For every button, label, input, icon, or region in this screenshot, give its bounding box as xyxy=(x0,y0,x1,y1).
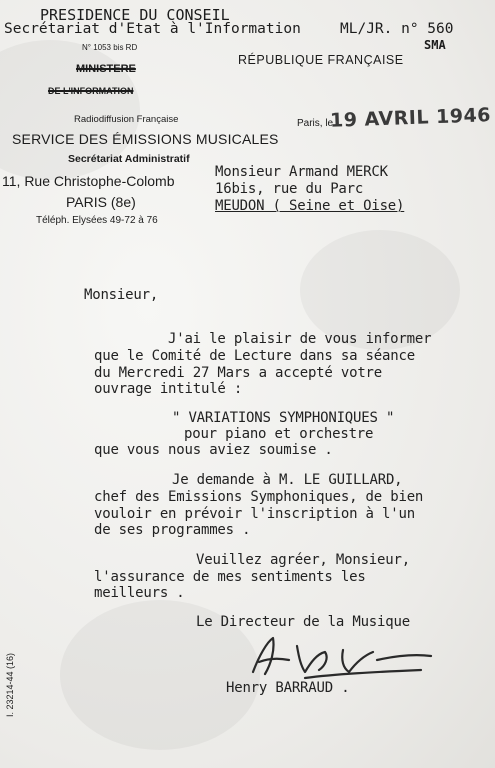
letterhead-address: 11, Rue Christophe-Colomb xyxy=(2,173,175,189)
recipient-name: Monsieur Armand MERCK xyxy=(215,164,388,180)
body-line: J'ai le plaisir de vous informer xyxy=(168,331,432,347)
republique-francaise: RÉPUBLIQUE FRANÇAISE xyxy=(238,53,404,67)
body-line: que vous nous aviez soumise . xyxy=(94,442,333,458)
reference-suffix: SMA xyxy=(424,38,446,52)
date-place: Paris, le xyxy=(297,118,334,129)
body-line: Je demande à M. LE GUILLARD, xyxy=(172,472,403,488)
body-line: vouloir en prévoir l'inscription à l'un xyxy=(94,506,415,522)
body-line: que le Comité de Lecture dans sa séance xyxy=(94,348,415,364)
date-stamp: 19 AVRIL 1946 xyxy=(329,104,492,132)
letterhead-phone: Téléph. Elysées 49-72 à 76 xyxy=(36,215,158,226)
letterhead-presidence: PRESIDENCE DU CONSEIL xyxy=(40,6,230,24)
letterhead-city: PARIS (8e) xyxy=(66,194,136,210)
radiodiffusion-francaise: Radiodiffusion Française xyxy=(74,114,179,125)
body-line: ouvrage intitulé : xyxy=(94,381,243,397)
work-title: " VARIATIONS SYMPHONIQUES " xyxy=(172,410,395,426)
body-line: Veuillez agréer, Monsieur, xyxy=(196,552,410,568)
secretariat-administratif: Secrétariat Administratif xyxy=(68,153,190,165)
recipient-street: 16bis, rue du Parc xyxy=(215,181,364,197)
struck-information: DE L'INFORMATION xyxy=(48,86,134,96)
handwritten-signature xyxy=(245,628,435,686)
letterhead-number: N° 1053 bis RD xyxy=(82,43,138,52)
salutation: Monsieur, xyxy=(84,287,159,303)
body-line: l'assurance de mes sentiments les xyxy=(94,569,366,585)
work-subtitle: pour piano et orchestre xyxy=(184,426,374,442)
body-line: du Mercredi 27 Mars a accepté votre xyxy=(94,365,383,381)
reference-number: ML/JR. n° 560 xyxy=(340,21,454,37)
struck-ministere: MINISTERE xyxy=(76,63,136,75)
body-line: chef des Emissions Symphoniques, de bien xyxy=(94,489,424,505)
signatory-name: Henry BARRAUD . xyxy=(226,680,350,696)
service-emissions-musicales: SERVICE DES ÉMISSIONS MUSICALES xyxy=(12,131,279,147)
letterhead-secretariat: Secrétariat d'Etat à l'Information xyxy=(4,21,301,37)
margin-print-code: I. 23214-44 (16) xyxy=(5,652,16,718)
recipient-town: MEUDON ( Seine et Oise) xyxy=(215,198,405,214)
signatory-title: Le Directeur de la Musique xyxy=(196,614,410,630)
body-line: de ses programmes . xyxy=(94,522,251,538)
body-line: meilleurs . xyxy=(94,585,185,601)
